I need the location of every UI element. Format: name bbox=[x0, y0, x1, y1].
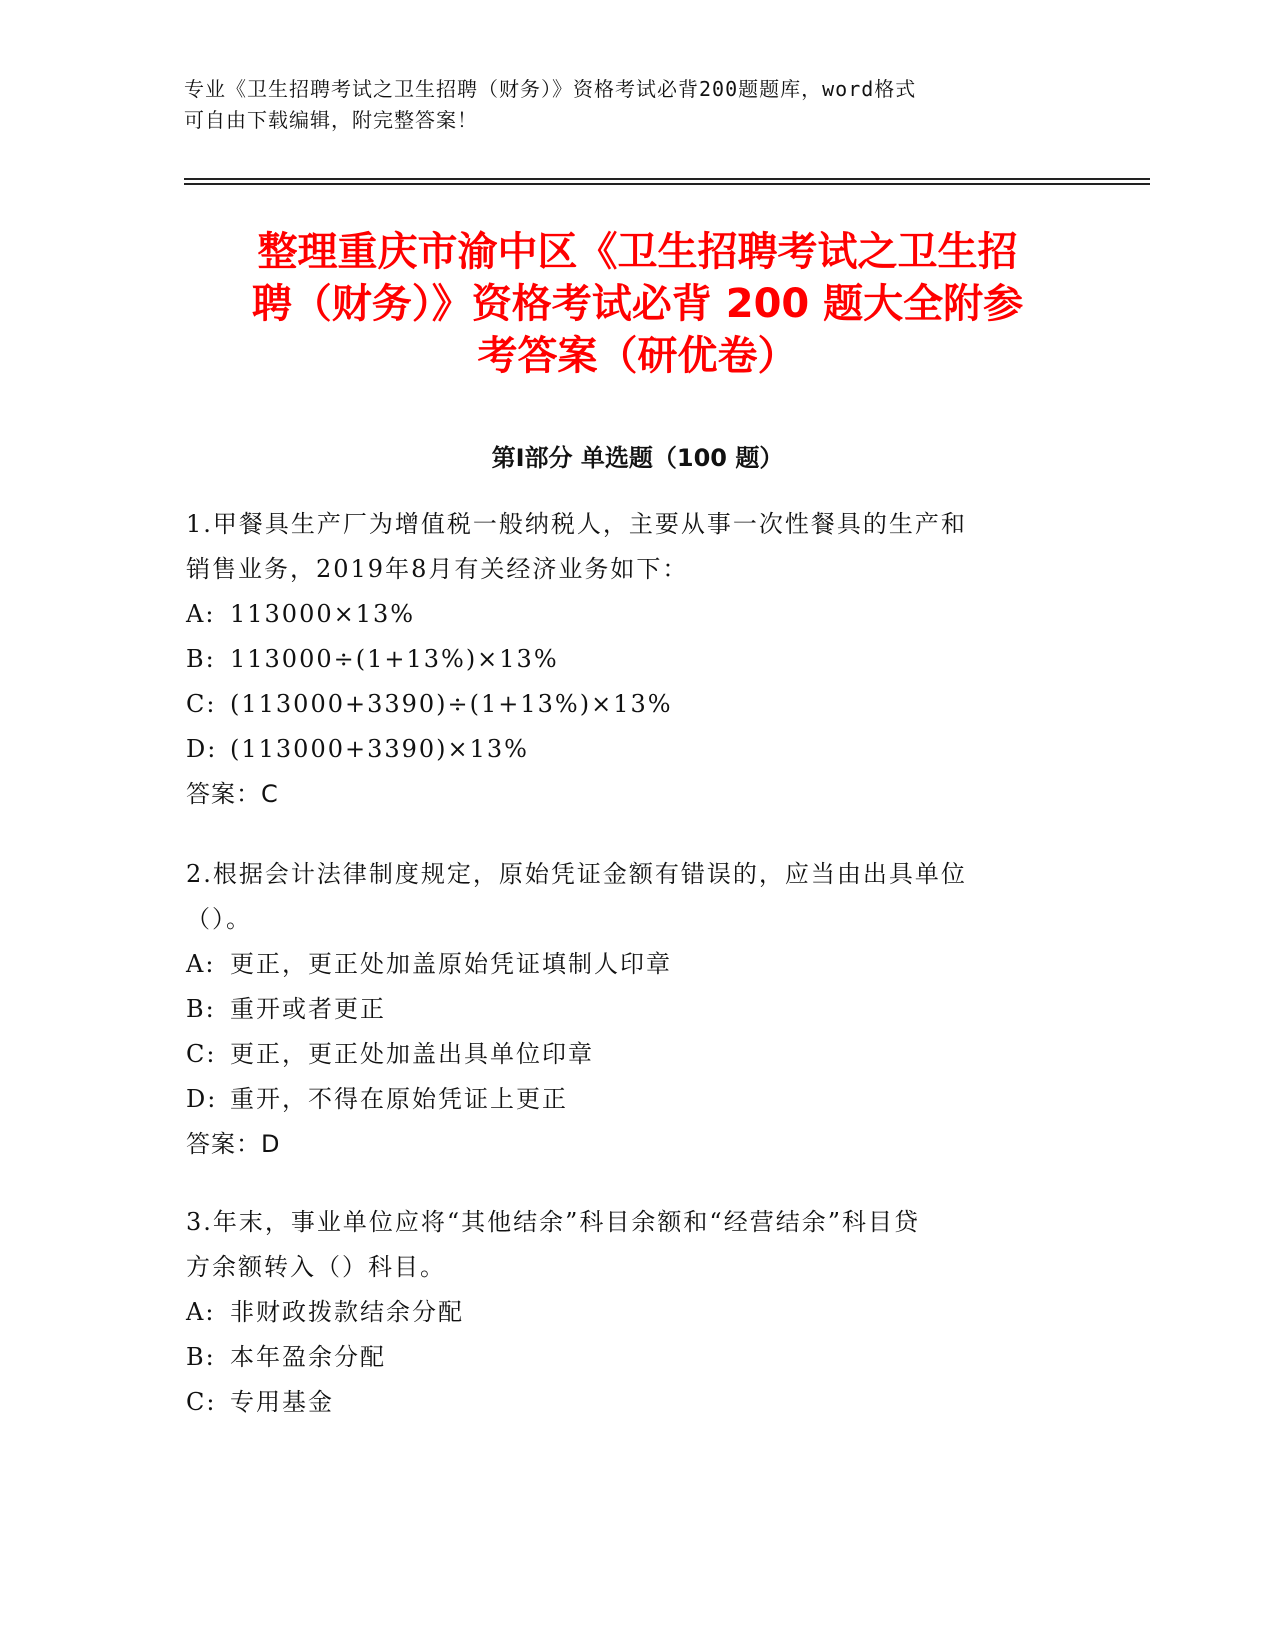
option-text: 非财政拨款结余分配 bbox=[230, 1298, 464, 1326]
option-text: 重开或者更正 bbox=[230, 995, 386, 1023]
question-3 bbox=[186, 1200, 1066, 1425]
question-stem-line-2: 销售业务，2019年8月有关经济业务如下： bbox=[186, 555, 689, 583]
section-heading: 第Ⅰ部分 单选题（100 题） bbox=[491, 444, 784, 472]
option-label: C: bbox=[186, 690, 217, 718]
header-note-line-2: 可自由下载编辑，附完整答案！ bbox=[184, 108, 478, 132]
answer: 答案：C bbox=[186, 780, 279, 808]
option-text: 更正，更正处加盖原始凭证填制人印章 bbox=[230, 950, 672, 978]
option-text: 更正，更正处加盖出具单位印章 bbox=[230, 1040, 594, 1068]
header-divider-top bbox=[184, 178, 1150, 180]
option-b bbox=[186, 637, 1066, 682]
option-label: C: bbox=[186, 1388, 217, 1416]
question-stem-line-2: （）。 bbox=[186, 905, 252, 933]
question-stem-line-1: 2.根据会计法律制度规定，原始凭证金额有错误的，应当由出具单位 bbox=[186, 860, 967, 888]
option-a bbox=[186, 592, 1066, 637]
option-label: D: bbox=[186, 1085, 218, 1113]
option-label: A: bbox=[186, 950, 216, 978]
title-line-2: 聘（财务）》资格考试必背 200 题大全附参 bbox=[251, 281, 1024, 327]
question-1 bbox=[186, 502, 1066, 817]
option-c bbox=[186, 1032, 1066, 1077]
document-title bbox=[150, 226, 1125, 382]
header-note-line-1: 专业《卫生招聘考试之卫生招聘（财务）》资格考试必背200题题库，word格式 bbox=[184, 77, 917, 101]
option-text: 113000÷(1+13%)×13% bbox=[230, 645, 559, 673]
option-label: B: bbox=[186, 1343, 216, 1371]
option-text: (113000+3390)×13% bbox=[230, 735, 529, 763]
question-stem-line-1: 1.甲餐具生产厂为增值税一般纳税人，主要从事一次性餐具的生产和 bbox=[186, 510, 967, 538]
option-label: A: bbox=[186, 600, 216, 628]
option-a bbox=[186, 1290, 1066, 1335]
question-2 bbox=[186, 852, 1066, 1167]
question-stem-line-1: 3.年末，事业单位应将“其他结余”科目余额和“经营结余”科目贷 bbox=[186, 1208, 920, 1236]
option-text: 重开，不得在原始凭证上更正 bbox=[230, 1085, 568, 1113]
option-d bbox=[186, 1077, 1066, 1122]
option-b bbox=[186, 987, 1066, 1032]
option-text: (113000+3390)÷(1+13%)×13% bbox=[230, 690, 673, 718]
title-line-1: 整理重庆市渝中区《卫生招聘考试之卫生招 bbox=[257, 229, 1018, 275]
option-b bbox=[186, 1335, 1066, 1380]
answer: 答案：D bbox=[186, 1130, 281, 1158]
option-label: B: bbox=[186, 995, 216, 1023]
option-label: A: bbox=[186, 1298, 216, 1326]
option-a bbox=[186, 942, 1066, 987]
option-text: 本年盈余分配 bbox=[230, 1343, 386, 1371]
option-d bbox=[186, 727, 1066, 772]
header-note bbox=[184, 74, 1064, 136]
option-c bbox=[186, 1380, 1066, 1425]
option-label: C: bbox=[186, 1040, 217, 1068]
option-text: 113000×13% bbox=[230, 600, 416, 628]
question-stem-line-2: 方余额转入（）科目。 bbox=[186, 1253, 446, 1281]
title-line-3: 考答案（研优卷） bbox=[477, 333, 798, 379]
option-label: D: bbox=[186, 735, 218, 763]
option-label: B: bbox=[186, 645, 216, 673]
option-c bbox=[186, 682, 1066, 727]
header-divider-bottom bbox=[184, 183, 1150, 185]
option-text: 专用基金 bbox=[230, 1388, 334, 1416]
